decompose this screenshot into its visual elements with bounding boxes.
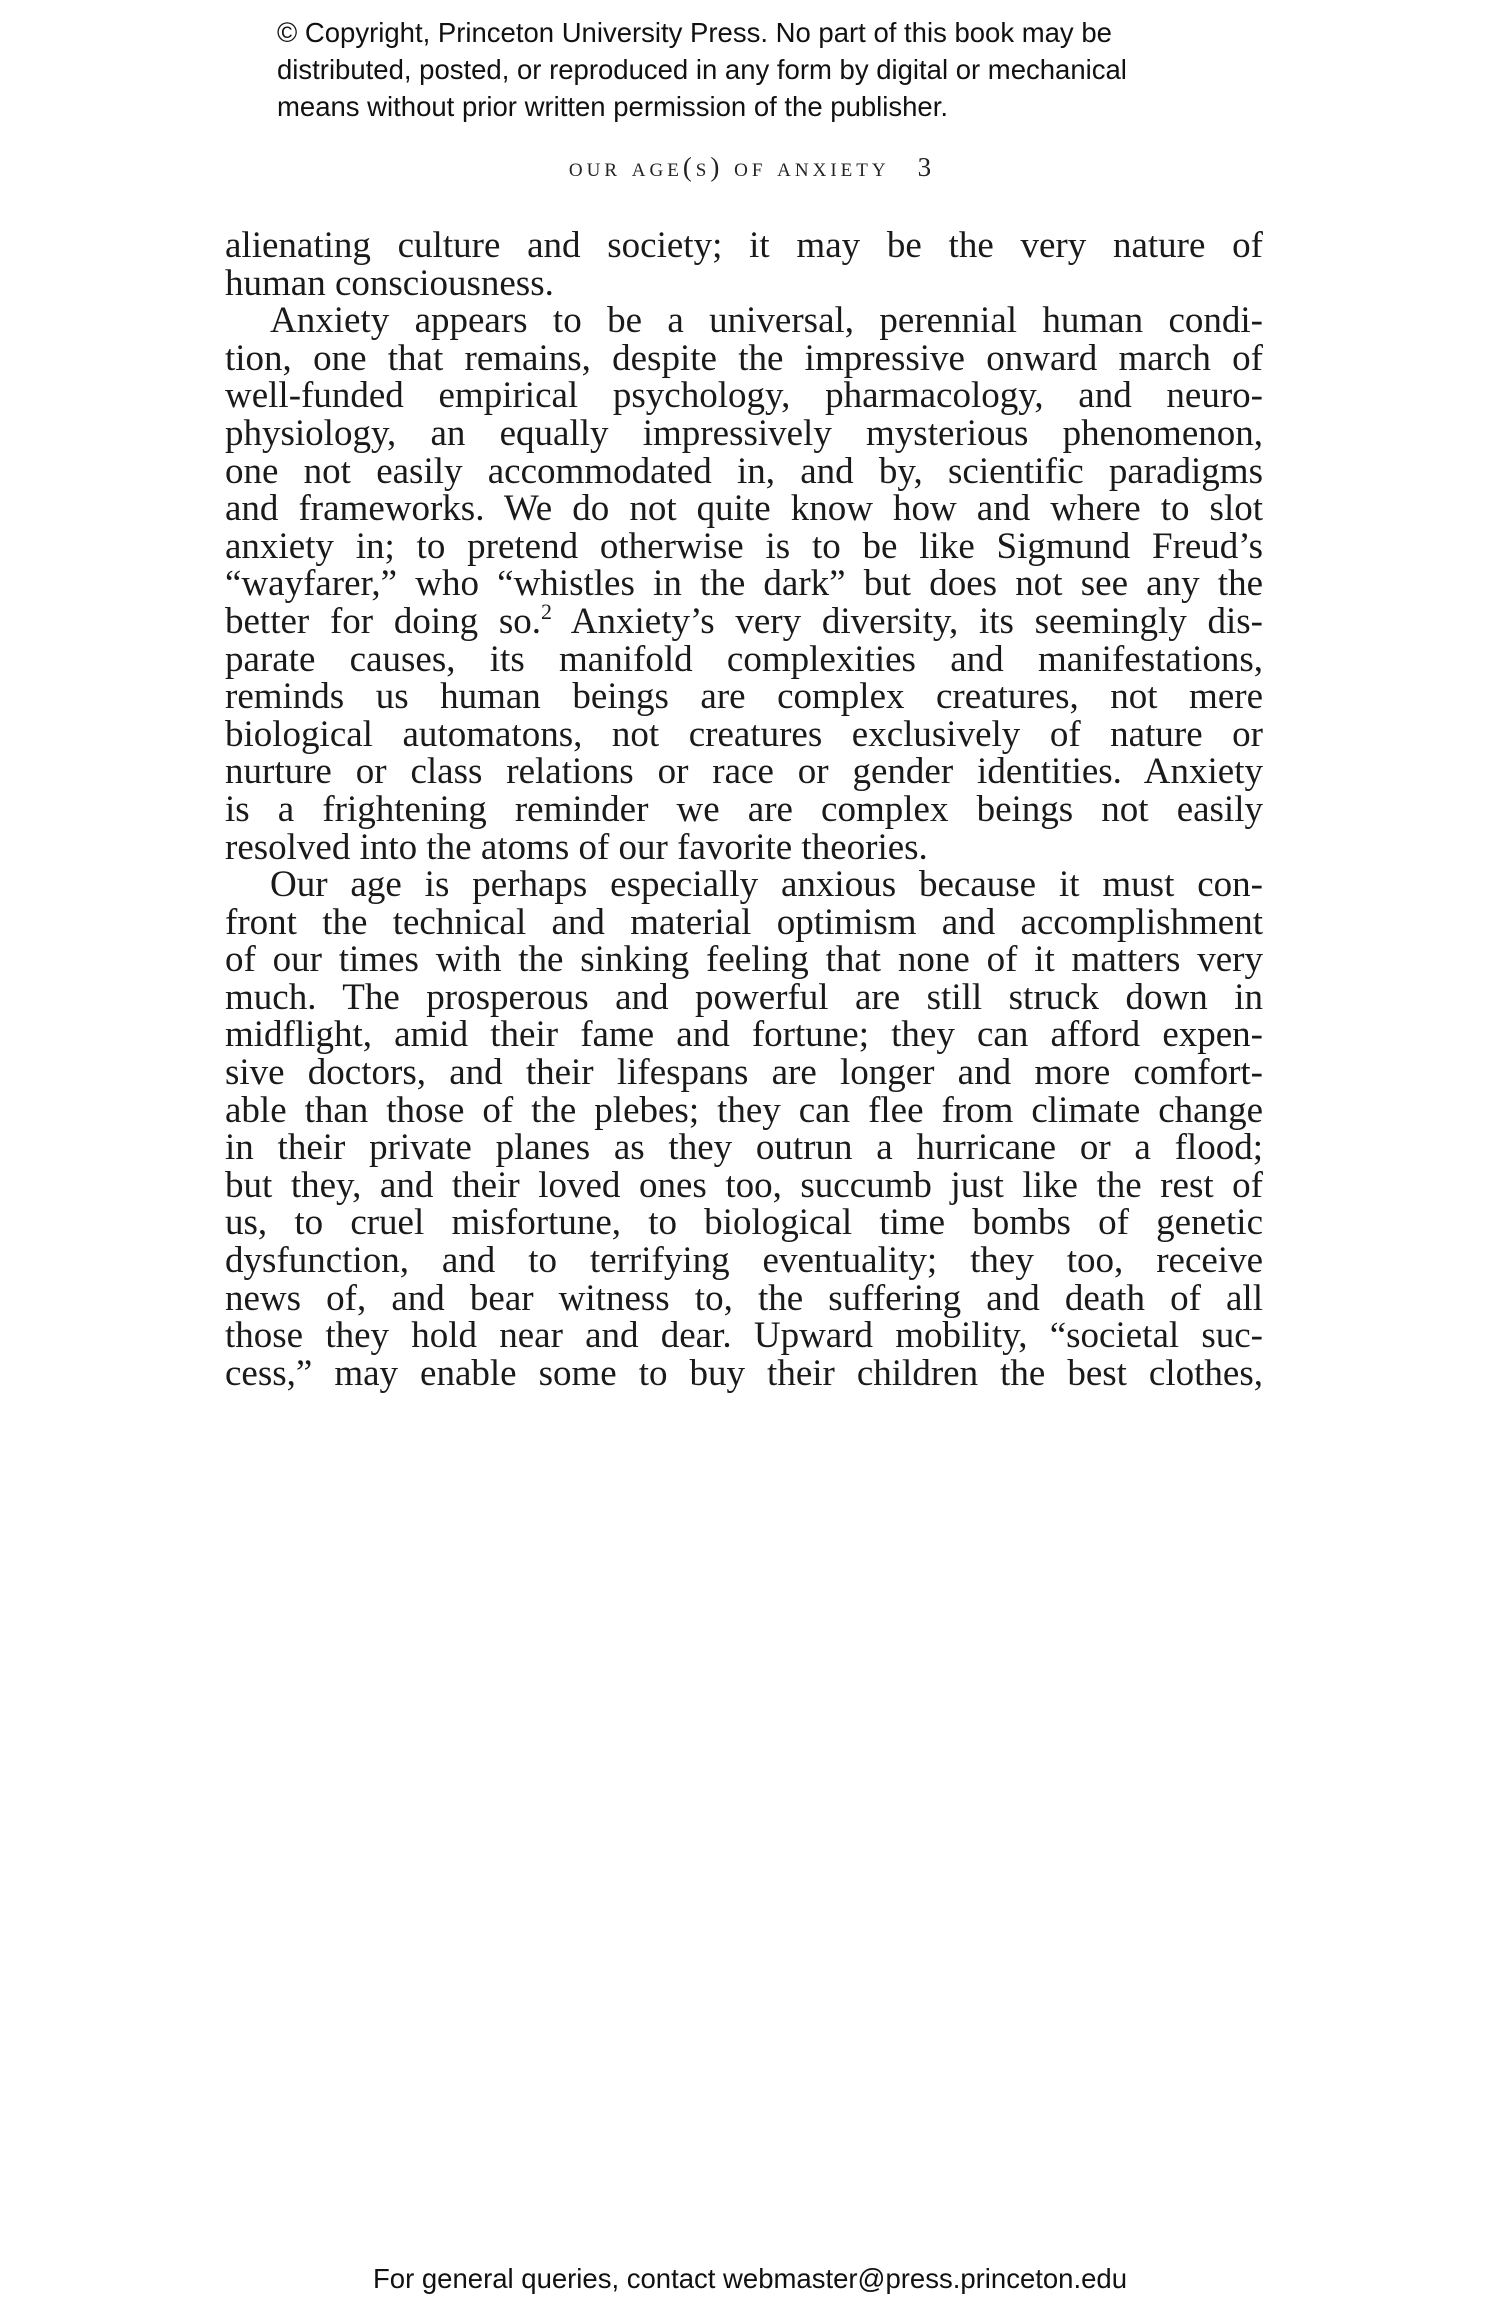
text-segment: Anxiety’s very diversity, its seemingly dis- bbox=[552, 600, 1263, 642]
paragraph-start-line: Anxiety appears to be a universal, perennial human condi- bbox=[270, 300, 1263, 342]
text-line: dysfunction, and to terrifying eventuality; they too, receive bbox=[225, 1240, 1263, 1282]
text-line: midflight, amid their fame and fortune; they can afford expen- bbox=[225, 1014, 1263, 1056]
text-line: well-funded empirical psychology, pharmacology, and neuro- bbox=[225, 375, 1263, 417]
text-line: “wayfarer,” who “whistles in the dark” but does not see any the bbox=[225, 563, 1263, 605]
copyright-line: distributed, posted, or reproduced in any form by digital or mechanical bbox=[277, 54, 1127, 85]
copyright-line: means without prior written permission of the publisher. bbox=[277, 91, 949, 122]
copyright-notice bbox=[277, 14, 1277, 125]
text-line: front the technical and material optimism and accomplishment bbox=[225, 901, 1263, 943]
text-line: biological automatons, not creatures exclusively of nature or bbox=[225, 713, 1263, 755]
text-segment: better for doing so. bbox=[225, 600, 542, 642]
text-line: and frameworks. We do not quite know how and where to slot bbox=[225, 488, 1263, 530]
copyright-line: © Copyright, Princeton University Press. No part of this book may be bbox=[277, 17, 1112, 48]
text-line: in their private planes as they outrun a hurricane or a flood; bbox=[225, 1127, 1263, 1169]
page-number: 3 bbox=[917, 152, 932, 182]
text-line: reminds us human beings are complex creatures, not mere bbox=[225, 676, 1263, 718]
text-line: cess,” may enable some to buy their children the best clothes, bbox=[225, 1352, 1263, 1394]
running-head bbox=[0, 152, 1500, 183]
text-line: parate causes, its manifold complexities and manifestations, bbox=[225, 638, 1263, 680]
text-line: is a frightening reminder we are complex beings not easily bbox=[225, 788, 1263, 830]
text-line: sive doctors, and their lifespans are longer and more comfort- bbox=[225, 1052, 1263, 1094]
text-line: but they, and their loved ones too, succumb just like the rest of bbox=[225, 1164, 1263, 1206]
text-line: much. The prosperous and powerful are still struck down in bbox=[225, 976, 1263, 1018]
text-line: alienating culture and society; it may be the very nature of bbox=[225, 225, 1263, 266]
body-text bbox=[225, 227, 1263, 1392]
footnote-marker[interactable]: 2 bbox=[541, 598, 553, 624]
running-head-title: our age(s) of anxiety bbox=[568, 152, 890, 182]
text-line: physiology, an equally impressively mysterious phenomenon, bbox=[225, 412, 1263, 454]
text-line: human consciousness. bbox=[225, 262, 554, 304]
text-line: of our times with the sinking feeling that none of it matters very bbox=[225, 939, 1263, 981]
text-line: us, to cruel misfortune, to biological time bombs of genetic bbox=[225, 1202, 1263, 1244]
text-line: news of, and bear witness to, the suffering and death of all bbox=[225, 1277, 1263, 1319]
text-line: anxiety in; to pretend otherwise is to be like Sigmund Freud’s bbox=[225, 525, 1263, 567]
text-line: able than those of the plebes; they can flee from climate change bbox=[225, 1089, 1263, 1131]
text-line: those they hold near and dear. Upward mobility, “societal suc- bbox=[225, 1315, 1263, 1357]
text-line: tion, one that remains, despite the impressive onward march of bbox=[225, 337, 1263, 379]
footer-contact: For general queries, contact webmaster@press.princeton.edu bbox=[373, 2263, 1127, 2294]
text-line-with-footnote bbox=[225, 598, 1263, 642]
text-line: nurture or class relations or race or gender identities. Anxiety bbox=[225, 751, 1263, 793]
paragraph-start-line: Our age is perhaps especially anxious because it must con- bbox=[270, 864, 1263, 906]
text-line: one not easily accommodated in, and by, scientific paradigms bbox=[225, 450, 1263, 492]
text-line: resolved into the atoms of our favorite theories. bbox=[225, 826, 928, 868]
